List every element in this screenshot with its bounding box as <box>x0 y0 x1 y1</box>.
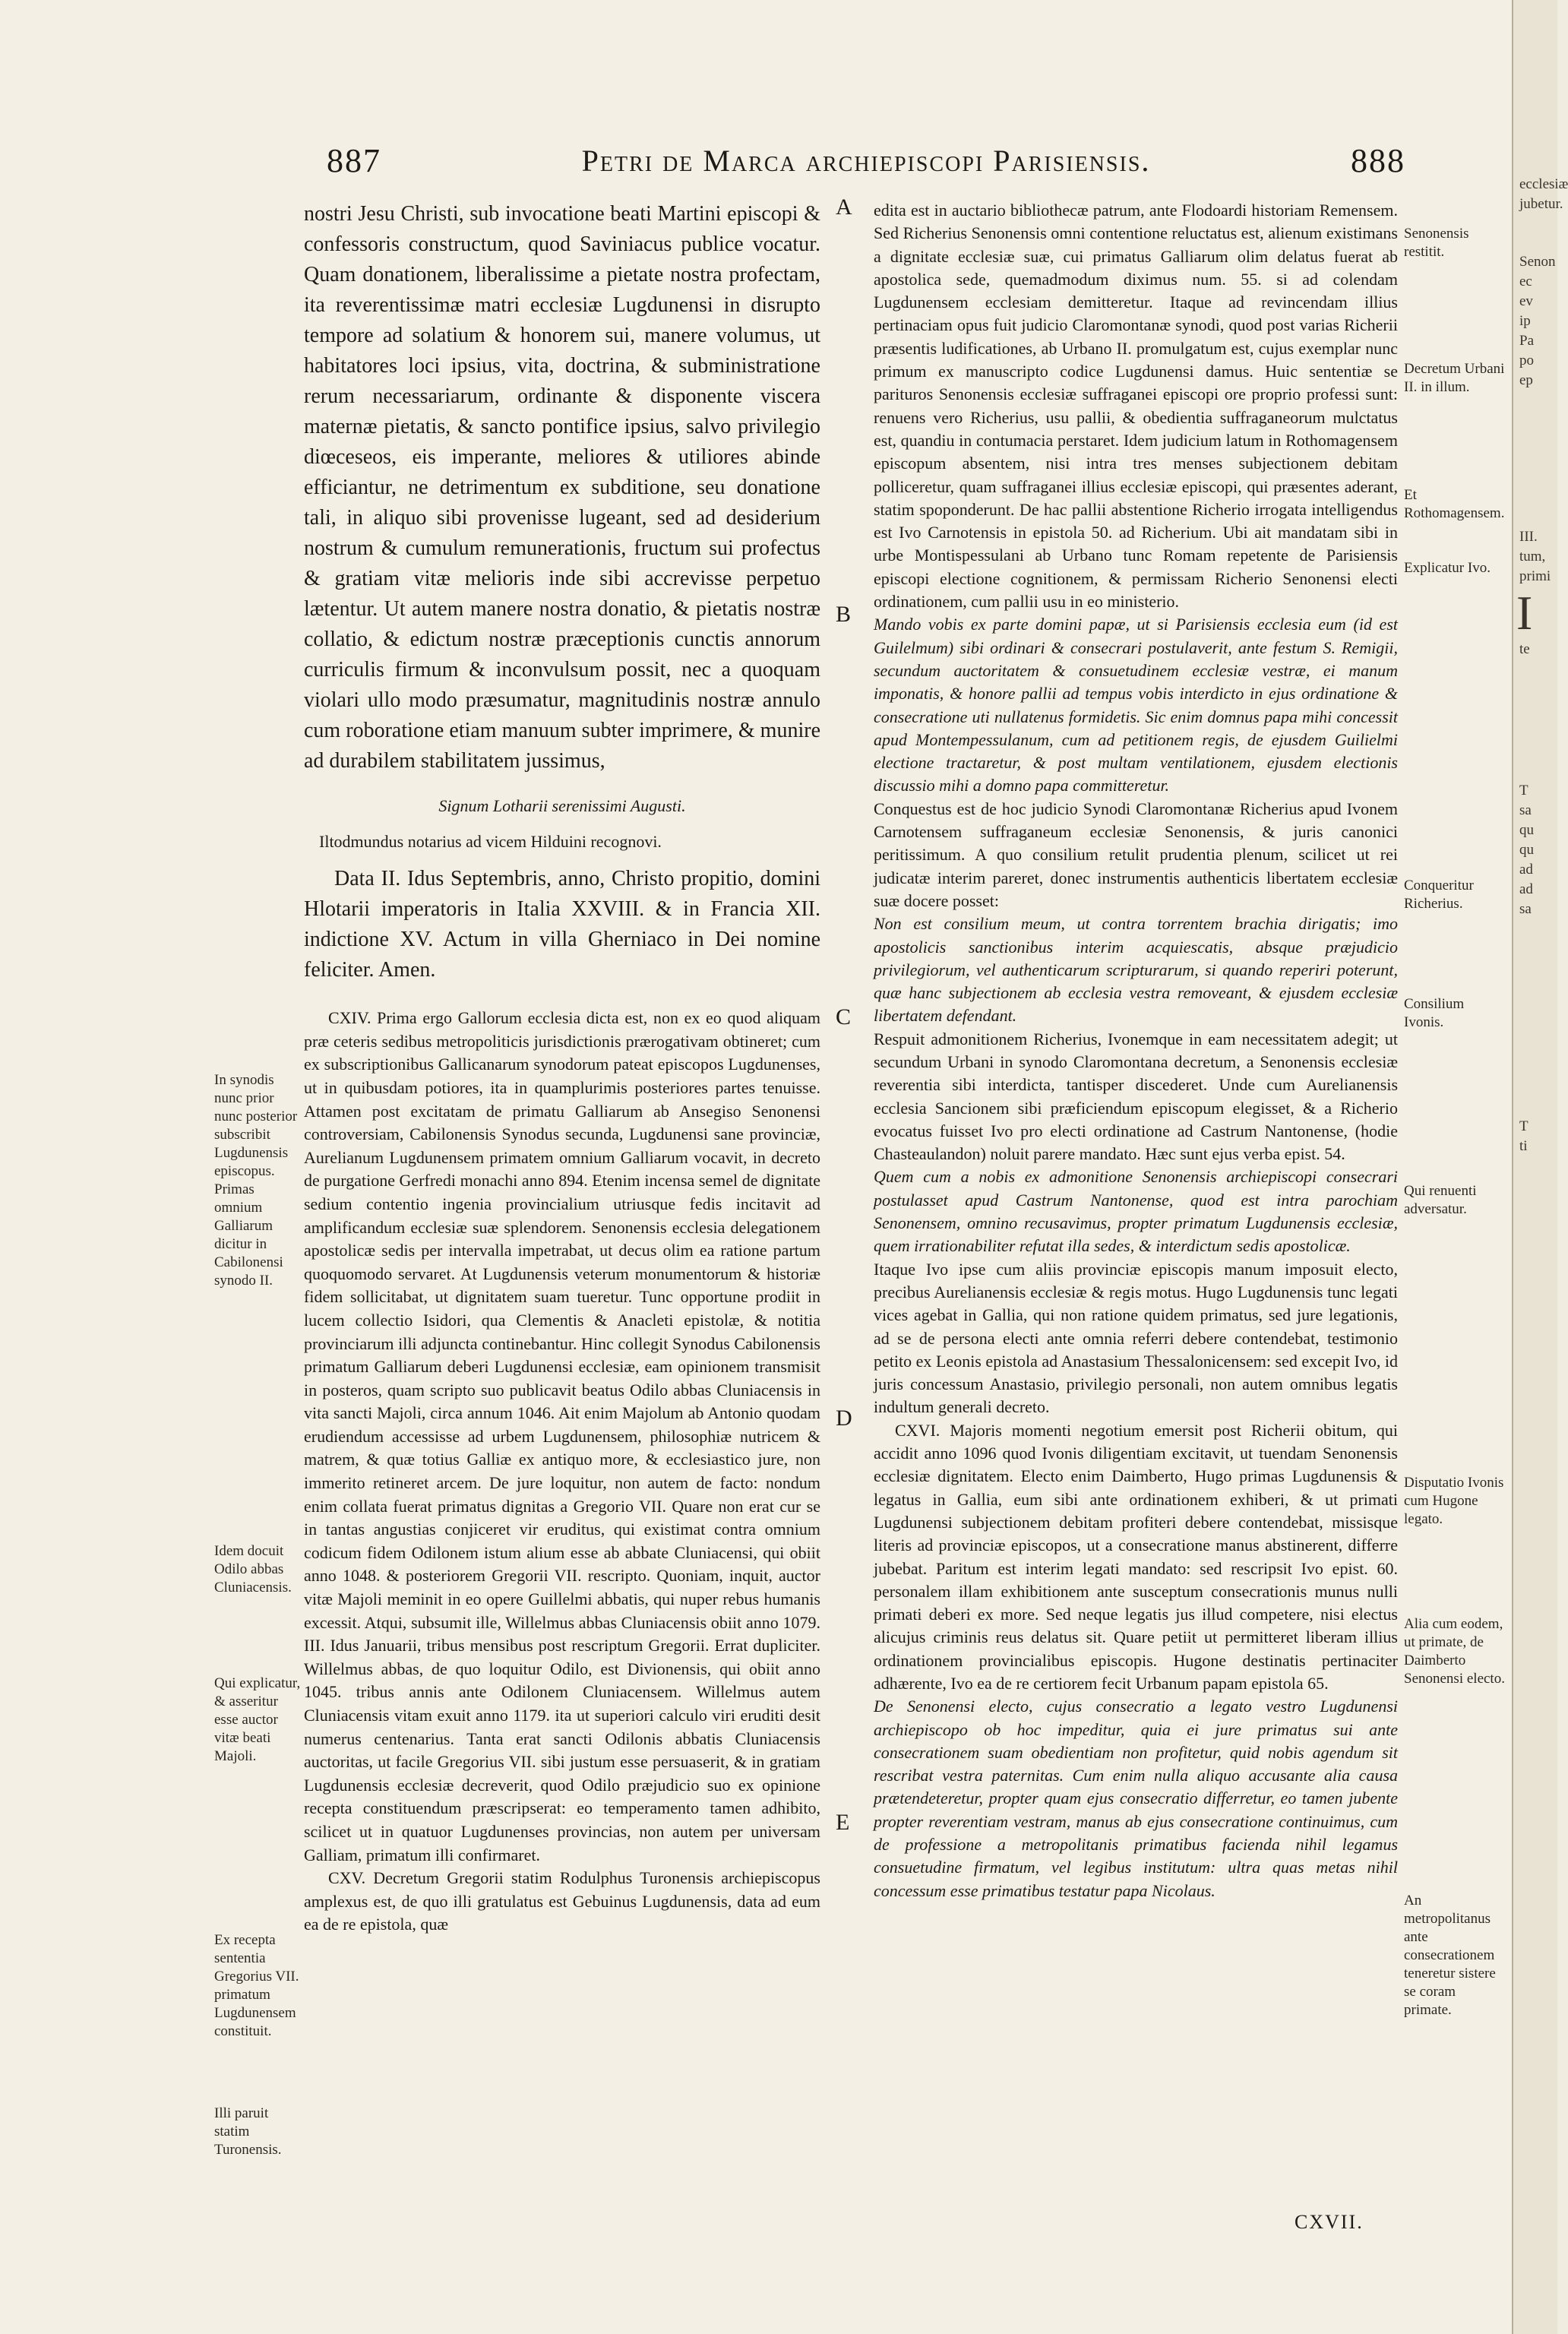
section-cxv: CXV. Decretum Gregorii statim Rodulphus Turonensis archiepiscopus amplexus est, de quo illi gratulatus est Gebuinus Lugdunensis, data ad eum ea de re epistola, quæ <box>304 1868 820 1934</box>
adjacent-fragment: ad <box>1519 862 1533 878</box>
adjacent-fragment: Senon <box>1519 254 1556 270</box>
margin-note-left: In synodis nunc prior nunc posterior subscribit Lugdunensis episcopus. Primas omnium Galliarum dicitur in Cabilonensi synodo II. <box>214 1072 298 1289</box>
margin-note-left: Ex recepta sententia Gregorius VII. primatum Lugdunensem constituit. <box>214 1932 299 2039</box>
margin-note-right: Conqueritur Richerius. <box>1404 878 1474 912</box>
margin-note-left: Qui explicatur, & asseritur esse auctor vitæ beati Majoli. <box>214 1675 301 1764</box>
margin-note-right: An metropolitanus ante consecrationem teneretur sistere se coram primate. <box>1404 1893 1496 2018</box>
adjacent-fragment: primi <box>1519 568 1551 584</box>
adjacent-fragment: ad <box>1519 881 1533 897</box>
margin-note-right: Senonensis restitit. <box>1404 226 1469 260</box>
quote-ivo-consilium: Non est consilium meum, ut contra torrentem brachia dirigatis; imo apostolicis sanctionibus interim acquiescatis, absque præjudicio privilegiorum, vel authenticarum scripturarum, si quando reperiri poterunt, quæ hanc subjectionem ab ecclesia vestra removeant, & ejusdem ecclesiæ libertatem defendant. <box>874 914 1398 1026</box>
adjacent-fragment: ev <box>1519 293 1533 309</box>
running-title: Petri de Marca archiepiscopi Parisiensis. <box>581 144 1151 178</box>
left-column <box>304 199 820 1937</box>
adjacent-fragment: qu <box>1519 842 1534 858</box>
adjacent-fragment: ep <box>1519 372 1533 388</box>
margin-note-left: Illi paruit statim Turonensis. <box>214 2105 282 2158</box>
right-text-respuit: Respuit admonitionem Richerius, Ivonemque in eam necessitatem adegit; ut secundum Urbani in synodo Claromontana decretum, a Senonensis ecclesiæ reverentia sibi interdicta, tantisper discederet. Unde cum Aurelianensis ecclesia Sancionem sibi præficiendum episcopum elegisset, & a Richerio evocatus fuisset Ivo pro electi ordinatione ad Castrum Nantonense, (hodie Chasteaulandon) noluit parere mandato. Hæc sunt ejus verba epist. 54. <box>874 1029 1398 1164</box>
section-cxiv: CXIV. Prima ergo Gallorum ecclesia dicta est, non ex eo quod aliquam præ ceteris sedibus metropoliticis jurisdictionis prærogativam obtineret; cum ex subscriptionibus Gallicanarum synodorum pateat episcopos Lugdunenses, ut in quibusdam potiores, ita in quamplurimis posteriores partes tenuisse. Attamen post excitatam de primatu Galliarum ab Ansegiso Senonensi controversiam, Cabilonensis Synodus secunda, Lugdunensi sane provinciæ, Aurelianum Lugdunensem primatem omnium Galliarum vocavit, in decreto de purgatione Gerfredi monachi anno 894. Etenim incensa semel de dignitate sedium contentio ingenia provincialium utriusque fedis incitavit ad amplificandum ecclesiæ suæ splendorem. Senonensis ecclesia delegationem apostolicæ sedis per intervalla impetrabat, ut decus olim ea ratione partum quoquomodo servaret. At Lugdunensis veterum monumentorum & historiæ fidem sollicitabat, ut dignitatem suam tueretur. Tunc opportune prodiit in lucem collectio Isidori, qua Clementis & Anacleti epistolæ, & notitia provinciarum illi adjuncta continebantur. Hinc collegit Synodus Cabilonensis primatum Galliarum deberi Lugdunensi ecclesiæ, eam opinionem transmisit in posteros, quam scripto suo publicavit beatus Odilo abbas Cluniacensis in vita sancti Majoli, circa annum 1046. Ait enim Majolum ab Antonio quodam erudiendum accessisse ad urbem Lugdunensem, philosophiæ nutricem & matrem, & quæ totius Galliæ ex antiquo more, & ecclesiastico jure, non immerito retineret arcem. De jure loquitur, non autem de facto: nondum enim collata fuerat primatus dignitas a Gregorio VII. Quare non erat cur se in tantas angustias conjiceret vir eruditus, qui existimat contra omnium codicum fidem Odilonem istum alium esse ab abbate Cluniacensi, qui obiit anno 1048. & posteriorem Gregorii VII. rescripto. Quoniam, inquit, auctor vitæ Majoli meminit in eo opere Guillelmi abbatis, qui nuper rebus humanis excessit. Atqui, subsumit ille, Willelmus abbas Cluniacensis obiit anno 1079. III. Idus Januarii, tribus mensibus post rescriptum Gregorii. Errat dupliciter. Willelmus abbas, de quo loquitur Odilo, est Divionensis, qui obiit anno 1045. tribus annis ante Odilonem Cluniacensem. Willelmus autem Cluniacensis vitam exuit anno 1179. ita ut superiori calculo viri eruditi desit numerus centenarius. Tanta erat sancti Odilonis abbatis Cluniacensis auctoritas, ut facile Gregorius VII. sibi justum esse persuaserit, & in gratiam Lugdunensis ecclesiæ decreverit, quod Odilo præjudicio suo ex opinione recepta constituendum præscripserat: eo temperamento tamen adhibito, scilicet ut in quatuor Lugdunenses provincias, non autem per universam Galliam, primatum illi confirmaret. <box>304 1008 820 1864</box>
section-letter-c: C <box>836 1004 852 1029</box>
margin-note-right: Et Rothomagensem. <box>1404 487 1505 521</box>
margin-note-right: Disputatio Ivonis cum Hugone legato. <box>1404 1475 1504 1527</box>
adjacent-fragment: Pa <box>1519 333 1534 349</box>
adjacent-fragment: ec <box>1519 274 1532 289</box>
section-letter-b: B <box>836 602 852 627</box>
adjacent-fragment: tum, <box>1519 549 1546 565</box>
margin-note-right: Explicatur Ivo. <box>1404 560 1491 576</box>
adjacent-fragment: po <box>1519 353 1534 368</box>
adjacent-fragment: T <box>1519 783 1528 799</box>
adjacent-fragment: ti <box>1519 1138 1528 1154</box>
adjacent-page-edge <box>1512 0 1568 2334</box>
margin-note-right: Alia cum eodem, ut primate, de Daimberto Senonensi electo. <box>1404 1616 1505 1687</box>
adjacent-fragment: ecclesiæ <box>1519 176 1568 192</box>
adjacent-fragment: jubetur. <box>1519 196 1563 212</box>
adjacent-fragment: III. <box>1519 529 1538 545</box>
notary-line: Iltodmundus notarius ad vicem Hilduini recognovi. <box>319 831 662 851</box>
section-letter-e: E <box>836 1810 850 1835</box>
adjacent-fragment: ip <box>1519 313 1531 329</box>
margin-note-right: Decretum Urbani II. in illum. <box>1404 361 1505 395</box>
catchword: CXVII. <box>1295 2211 1364 2233</box>
right-page-number: 888 <box>1351 142 1405 179</box>
right-text-conquestus: Conquestus est de hoc judicio Synodi Claromontanæ Richerius apud Ivonem Carnotensem suffraganeum ecclesiæ Senonensis, & juris canonici peritissimum. A quo consilium retulit prudentia plenum, scilicet ut rei judicatæ interim pareret, donec instrumentis authenticis libertatem ecclesiæ suæ docere posset: <box>874 799 1398 910</box>
adjacent-fragment: T <box>1519 1118 1528 1134</box>
quote-ivo-mandate: Mando vobis ex parte domini papæ, ut si Parisiensis ecclesia eum (id est Guilelmum) sibi ordinari & consecrari postulaverit, ante festum S. Remigii, secundum auctoritatem & consuetudinem ecclesiæ vestræ, ei manum imponatis, & honore pallii ad tempus vobis interdicto in ejus ordinatione & consecratione uti nullatenus formidetis. Sic enim domnus papa mihi concessit apud Montempessulanum, cum ad petitionem regis, de ejusdem Guilielmi electione tractaretur, & post multam ventilationem, ejusdem electionis discussio mihi a domno papa committeretur. <box>874 615 1398 795</box>
right-text-itaque: Itaque Ivo ipse cum aliis provinciæ episcopis manum imposuit electo, precibus Aurelianensis ecclesiæ & regis motus. Hugo Lugdunensis tunc legati vices agebat in Gallia, qui non ratione quidem primatus, sed jure legationis, ad se de persona electi ante omnia referri debere contendebat, testimonio petito ex Leonis epistola ad Anastasium Thessalonicensem: sed excepit Ivo, id juris concessum Anastasio, privilegio personali, non autem omnibus legatis indultum generali decreto. <box>874 1259 1398 1417</box>
margin-note-right: Qui renuenti adversatur. <box>1404 1183 1477 1217</box>
adjacent-fragment: qu <box>1519 822 1534 838</box>
margin-note-right: Consilium Ivonis. <box>1404 996 1465 1030</box>
datum-paragraph: Data II. Idus Septembris, anno, Christo propitio, domini Hlotarii imperatoris in Italia XXVIII. & in Francia XII. indictione XV. Actum in villa Gherniaco in Dei nomine feliciter. Amen. <box>304 867 820 982</box>
adjacent-fragment: sa <box>1519 901 1532 917</box>
right-column <box>874 199 1398 1902</box>
section-cxvi: CXVI. Majoris momenti negotium emersit post Richerii obitum, qui accidit anno 1096 quod Ivonis diligentiam excitavit, ut tuendam Senonensis ecclesiæ dignitatem. Electo enim Daimberto, Hugo primas Lugdunensis & legatus in Gallia, eum sibi ante ordinationem exhiberi, & ut primati Lugdunensi subjectionem debitam profiteri debere contendebat, missisque literis ad provinciæ episcopos, ut a consecratione manus abstinerent, differre jubebat. Paritum est interim legati mandato: sed rescripsit Ivo epist. 60. personalem illam exhibitionem ante susceptum consecrationis munus nulli primati deberi ex more. Sed neque legatis jus illud competere, nisi electus alicujus criminis reus delatus sit. Quare petiit ut permitteret liberam illius ordinationem provincialibus episcopis. Hugone destinatis pertinaciter adhærente, Ivo ea de re certiorem fecit Urbanum papam epistola 65. <box>874 1420 1398 1693</box>
margin-note-left: Idem docuit Odilo abbas Cluniacensis. <box>214 1543 292 1596</box>
adjacent-fragment: te <box>1519 641 1530 657</box>
section-letter-d: D <box>836 1406 852 1431</box>
quote-ivo-epist-65: De Senonensi electo, cujus consecratio a legato vestro Lugdunensi archiepiscopo ob hoc impeditur, quia ei jure primatus sui ante consecrationem suam obedientiam non profitetur, quid nobis agendum sit rescribat vestra paternitas. Cum enim nulla aliquo accusante alia causa prætendeteretur, propter quam ejus consecratio differretur, eo tamen jubente propter reverentiam vestram, manus ab ejus consecratione continuimus, cum de professione a metropolitanis primatibus facienda nihil legamus consuetudine firmatum, vel legibus institutum: ultra quas metas nihil concessum esse primatibus testatur papa Nicolaus. <box>874 1697 1398 1900</box>
adjacent-fragment: I <box>1516 586 1533 640</box>
charter-text: nostri Jesu Christi, sub invocatione beati Martini episcopi & confessoris constructum, quod Saviniacus publice vocatur. Quam donationem, liberalissime a pietate nostra profectam, ita reverentissimæ matri ecclesiæ Lugdunensi in disrupto tempore ad solatium & honorem sui, manere volumus, ut habitatores loci ipsius, vita, doctrina, & subministratione rerum necessariarum, ordinante & disponente viscera maternæ pietatis, & sancto pontifice ipsius, salvo privilegio diœceseos, eis imperante, meliores & utiliores abinde efficiantur, ne detrimentum ex subditione, seu donatione tali, in aliquo sibi provenisse lugeant, sed ad desiderium nostrum & cumulum remunerationis, fructum sui profectus & gratiam vitæ melioris inde sibi accrevisse perpetuo lætentur. Ut autem manere nostra donatio, & pietatis nostræ collatio, & edictum nostræ præceptionis cunctis annorum curriculis firmum & inconvulsum possit, nec a quoquam violari ullo modo præsumatur, magnitudinis nostræ annulo cum roboratione etiam manuum subter imprimere, & munire ad durabilem stabilitatem jussimus, <box>304 202 820 773</box>
right-section-text: edita est in auctario bibliothecæ patrum, ante Flodoardi historiam Remensem. Sed Richerius Senonensis omni contentione reluctatus est, alienum existimans a dignitate ecclesiæ suæ, cui primatus Galliarum olim delatus fuerat ab apostolica sede, quemadmodum diximus num. 55. si ad colendam Lugdunensem ecclesiam demitteretur. Itaque ad revincendam illius pertinaciam opus fuit judicio Claromontanæ synodi, quod post varias Richerii præsentis ludificationes, ab Urbano II. promulgatum est, cujus exemplar nunc primum ex manuscripto codice Lugdunensi damus. Huic sententiæ se parituros Senonensis ecclesiæ suffraganei episcopi ore proprio professi sunt: renuens vero Richerius, usu pallii, & obedientia suffraganeorum mulctatus est, quandiu in contumacia perstaret. Idem judicium latum in Rothomagensem episcopum absentem, nisi intra tres menses subjectionem debitam polliceretur, quam suffraganei illius ecclesiæ episcopi, qui præsentes aderant, statim spoponderunt. De hac pallii abstentione Richerio irrogata intelligendus est Ivo Carnotensis in epistola 50. ad Richerium. Ubi ait mandatam sibi in urbe Montispessulani ab Urbano tunc Romam repetente de Parisiensis episcopi electione cognitionem, & permissam Richerio Senonensi electi ordinationem, cum pallii usu in eo ministerio. <box>874 201 1398 612</box>
running-header <box>327 141 1405 187</box>
left-page-number: 887 <box>327 142 381 179</box>
signum-line: Signum Lotharii serenissimi Augusti. <box>438 796 686 815</box>
section-letter-a: A <box>836 194 852 220</box>
adjacent-fragment: sa <box>1519 802 1532 818</box>
quote-ivo-epist-54: Quem cum a nobis ex admonitione Senonensis archiepiscopi consecrari postulasset apud Castrum Nantonense, quod est intra parochiam Senonensem, omnino recusavimus, propter primatum Lugdunensis ecclesiæ, quem irrationabiliter refutat illa sedes, & interdictum sedis apostolicæ. <box>874 1167 1398 1256</box>
